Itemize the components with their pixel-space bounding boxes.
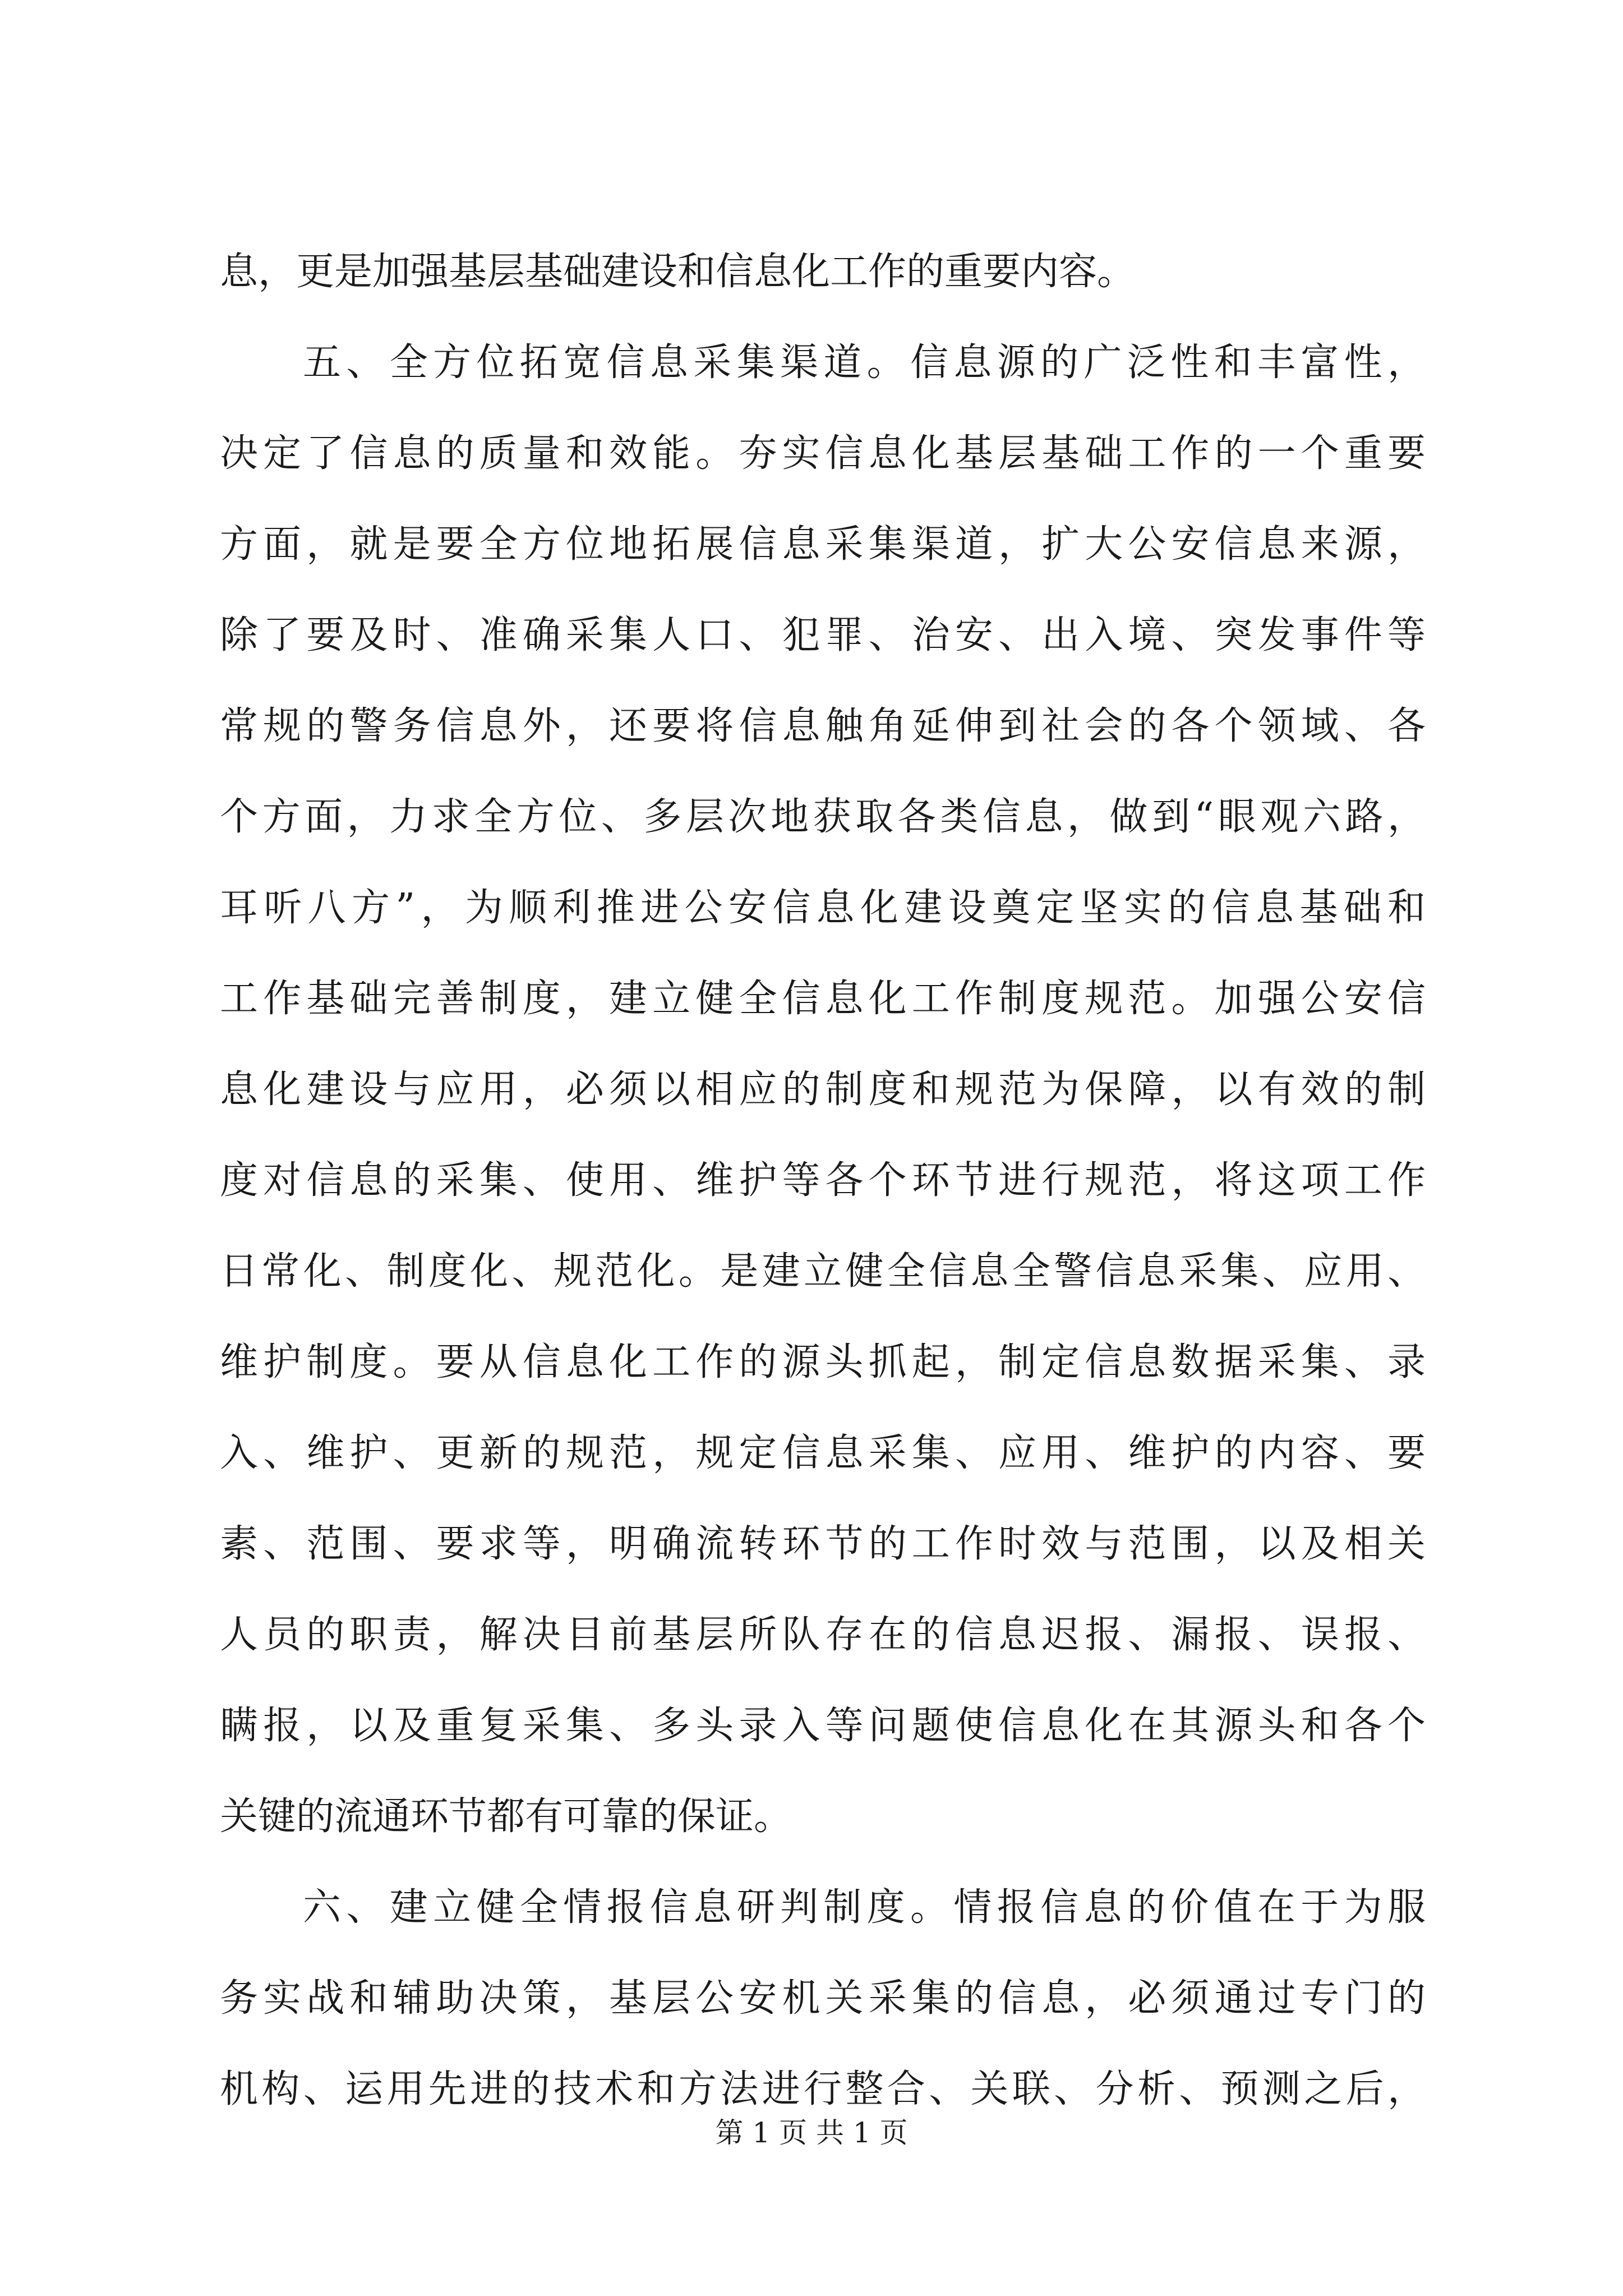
text-line: 人员的职责，解决目前基层所队存在的信息迟报、漏报、误报、	[220, 1613, 1426, 1657]
text-line: 六、建立健全情报信息研判制度。情报信息的价值在于为服	[303, 1885, 1426, 1930]
text-line: 维护制度。要从信息化工作的源头抓起，制定信息数据采集、录	[220, 1340, 1426, 1384]
text-line: 个方面，力求全方位、多层次地获取各类信息，做到“眼观六路，	[220, 795, 1426, 839]
text-line: 素、范围、要求等，明确流转环节的工作时效与范围，以及相关	[220, 1522, 1426, 1566]
text-line: 度对信息的采集、使用、维护等各个环节进行规范，将这项工作	[220, 1158, 1426, 1203]
text-line: 机构、运用先进的技术和方法进行整合、关联、分析、预测之后，	[220, 2067, 1426, 2111]
text-line: 方面，就是要全方位地拓展信息采集渠道，扩大公安信息来源，	[220, 522, 1426, 567]
text-line: 入、维护、更新的规范，规定信息采集、应用、维护的内容、要	[220, 1431, 1426, 1475]
text-line: 常规的警务信息外，还要将信息触角延伸到社会的各个领域、各	[220, 704, 1426, 748]
text-line: 决定了信息的质量和效能。夯实信息化基层基础工作的一个重要	[220, 431, 1426, 476]
text-line: 务实战和辅助决策，基层公安机关采集的信息，必须通过专门的	[220, 1976, 1426, 2021]
text-line: 息化建设与应用，必须以相应的制度和规范为保障，以有效的制	[220, 1068, 1426, 1112]
text-line: 关键的流通环节都有可靠的保证。	[220, 1795, 792, 1839]
text-line: 除了要及时、准确采集人口、犯罪、治安、出入境、突发事件等	[220, 613, 1426, 657]
body-text	[220, 227, 1426, 2135]
text-line: 耳听八方”，为顺利推进公安信息化建设奠定坚实的信息基础和	[220, 886, 1426, 930]
text-line: 息，更是加强基层基础建设和信息化工作的重要内容。	[220, 250, 1136, 294]
text-line: 工作基础完善制度，建立健全信息化工作制度规范。加强公安信	[220, 977, 1426, 1021]
page-number-footer: 第 1 页 共 1 页	[715, 2116, 908, 2149]
text-line: 五、全方位拓宽信息采集渠道。信息源的广泛性和丰富性，	[303, 341, 1426, 385]
text-line: 瞒报，以及重复采集、多头录入等问题使信息化在其源头和各个	[220, 1704, 1426, 1748]
text-line: 日常化、制度化、规范化。是建立健全信息全警信息采集、应用、	[220, 1249, 1426, 1294]
